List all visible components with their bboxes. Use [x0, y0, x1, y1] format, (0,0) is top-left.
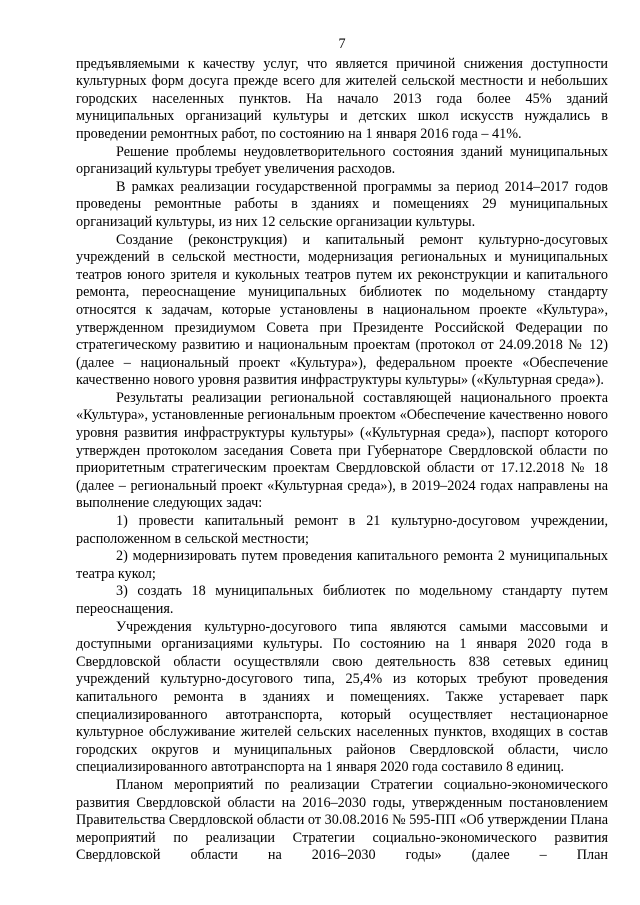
paragraph-1: предъявляемыми к качеству услуг, что является причиной снижения доступности культурных форм досуга прежде всего для жителей сельской местности и небольших городских населенных пунктов. На начало 2013 года более 45% зданий муниципальных организаций культуры и детских школ искусств нуждались в проведении ремонтных работ, по состоянию на 1 января 2016 года – 41%. [76, 55, 608, 142]
paragraph-2: Решение проблемы неудовлетворительного состояния зданий муниципальных организаций культуры требует увеличения расходов. [76, 143, 608, 178]
list-item-3: 3) создать 18 муниципальных библиотек по модельному стандарту путем переоснащения. [76, 583, 608, 617]
page-number: 7 [338, 36, 346, 52]
document-page [76, 36, 608, 865]
paragraph-4: Создание (реконструкция) и капитальный ремонт культурно-досуговых учреждений в сельской местности, модернизация региональных и муниципальных театров юного зрителя и кукольных театров путем их реконструкции и капитального ремонта, переоснащение муниципальных библиотек по модельному стандарту относятся к задачам, которые установлены в национальном проекте «Культура», утвержденном президиумом Совета при Президенте Российской Федерации по стратегическому развитию и национальным проектам (протокол от 24.09.2018 № 12) (далее – национальный проект «Культура»), федеральном проекте «Обеспечение качественно нового уровня развития инфраструктуры культуры» («Культурная среда»). [76, 231, 608, 389]
list-item-2: 2) модернизировать путем проведения капитального ремонта 2 муниципальных театра кукол; [76, 548, 608, 582]
paragraph-6: Учреждения культурно-досугового типа являются самыми массовыми и доступными организациями культуры. По состоянию на 1 января 2020 года в Свердловской области осуществляли свою деятельность 838 сетевых единиц учреждений культурно-досугового типа, 25,4% из которых требуют проведения капитального ремонта в зданиях и помещениях. Также устаревает парк специализированного автотранспорта, который осуществляет нестационарное культурное обслуживание жителей сельских населенных пунктов, входящих в состав городских округов и муниципальных районов Свердловской области, число специализированного автотранспорта на 1 января 2020 года составило 8 единиц. [76, 618, 608, 776]
paragraph-5: Результаты реализации региональной составляющей национального проекта «Культура», установленные региональным проектом «Обеспечение качественно нового уровня развития инфраструктуры культуры» («Культурная среда»), паспорт которого утвержден протоколом заседания Совета при Губернаторе Свердловской области по приоритетным стратегическим проектам Свердловской области от 17.12.2018 № 18 (далее – региональный проект «Культурная среда»), в 2019–2024 годах направлены на выполнение следующих задач: [76, 389, 608, 512]
paragraph-3: В рамках реализации государственной программы за период 2014–2017 годов проведены ремонтные работы в зданиях и помещениях 29 муниципальных организаций культуры, из них 12 сельские организации культуры. [76, 178, 608, 230]
list-item-1: 1) провести капитальный ремонт в 21 культурно-досуговом учреждении, расположенном в сельской местности; [76, 513, 608, 547]
paragraph-7: Планом мероприятий по реализации Стратегии социально-экономического развития Свердловской области на 2016–2030 годы, утвержденным постановлением Правительства Свердловской области от 30.08.2016 № 595-ПП «Об утверждении Плана мероприятий по реализации Стратегии социально-экономического развития Свердловской области на 2016–2030 годы» (далее – План [76, 776, 608, 864]
